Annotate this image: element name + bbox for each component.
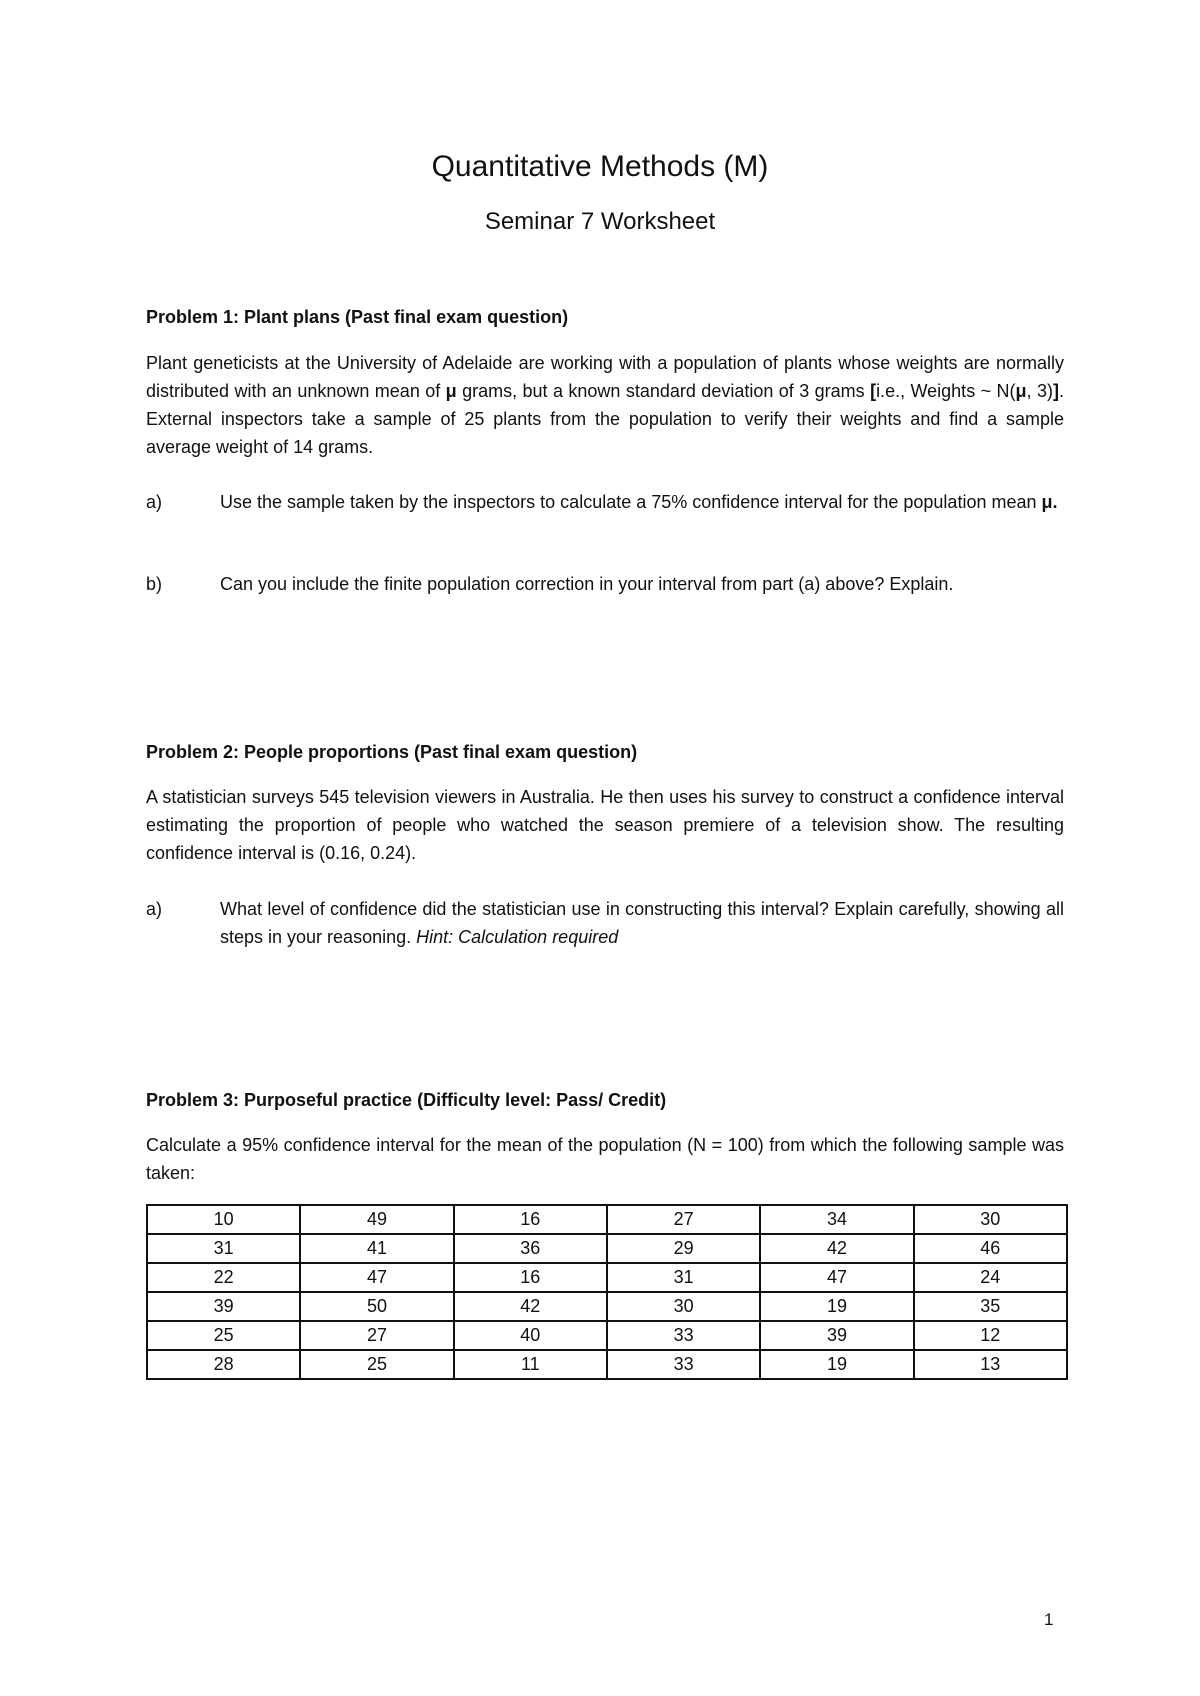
table-cell: 36 (454, 1234, 607, 1263)
part-text: Can you include the finite population correction in your interval from part (a) above? Explain. (220, 574, 954, 594)
table-cell: 39 (760, 1321, 913, 1350)
part-text: Use the sample taken by the inspectors to calculate a 75% confidence interval for the population mean μ. (220, 492, 1058, 512)
hint-text: Hint: Calculation required (416, 927, 619, 947)
table-cell: 10 (147, 1205, 300, 1234)
problem-2-heading: Problem 2: People proportions (Past final exam question) (146, 742, 638, 762)
problem-3-text: Calculate a 95% confidence interval for the mean of the population (N = 100) from which the following sample was taken: (146, 1135, 1064, 1183)
table-cell: 33 (607, 1321, 760, 1350)
page-title: Quantitative Methods (M) (431, 150, 769, 183)
table-cell: 34 (760, 1205, 913, 1234)
table-row (147, 1263, 1067, 1292)
table-cell: 50 (300, 1292, 453, 1321)
table-cell: 25 (300, 1350, 453, 1379)
table-cell: 40 (454, 1321, 607, 1350)
part-text: What level of confidence did the statistician use in constructing this interval? Explain carefully, showing all steps in your reasoning. Hint: Calculation required (220, 899, 1064, 947)
table-cell: 13 (914, 1350, 1067, 1379)
table-cell: 19 (760, 1292, 913, 1321)
table-cell: 22 (147, 1263, 300, 1292)
problem-2-text: A statistician surveys 545 television viewers in Australia. He then uses his survey to construct a confidence interval estimating the proportion of people who watched the season premiere of a television show. The resulting confidence interval is (0.16, 0.24). (146, 787, 1064, 863)
table-cell: 16 (454, 1205, 607, 1234)
table-cell: 35 (914, 1292, 1067, 1321)
table-cell: 46 (914, 1234, 1067, 1263)
table-cell: 27 (300, 1321, 453, 1350)
part-label: a) (146, 899, 163, 919)
page-number: 1 (1044, 1610, 1054, 1629)
table-cell: 30 (607, 1292, 760, 1321)
table-cell: 24 (914, 1263, 1067, 1292)
table-cell: 49 (300, 1205, 453, 1234)
problem-3-heading: Problem 3: Purposeful practice (Difficulty level: Pass/ Credit) (146, 1090, 667, 1110)
table-cell: 16 (454, 1263, 607, 1292)
table-cell: 19 (760, 1350, 913, 1379)
table-row (147, 1292, 1067, 1321)
table-row (147, 1234, 1067, 1263)
table-cell: 25 (147, 1321, 300, 1350)
table-row (147, 1321, 1067, 1350)
table-cell: 31 (607, 1263, 760, 1292)
table-cell: 29 (607, 1234, 760, 1263)
table-cell: 30 (914, 1205, 1067, 1234)
table-row (147, 1205, 1067, 1234)
table-cell: 41 (300, 1234, 453, 1263)
table-cell: 33 (607, 1350, 760, 1379)
table-cell: 39 (147, 1292, 300, 1321)
table-cell: 11 (454, 1350, 607, 1379)
table-cell: 27 (607, 1205, 760, 1234)
problem-1-heading: Problem 1: Plant plans (Past final exam question) (146, 307, 569, 327)
table-cell: 42 (760, 1234, 913, 1263)
table-cell: 28 (147, 1350, 300, 1379)
table-cell: 47 (760, 1263, 913, 1292)
problem-1-text: Plant geneticists at the University of Adelaide are working with a population of plants whose weights are normally distributed with an unknown mean of μ grams, but a known standard deviation of 3 grams [i.e., Weights ~ N(μ, 3)]. External inspectors take a sample of 25 plants from the population to verify their weights and find a sample average weight of 14 grams. (146, 353, 1064, 457)
table-cell: 12 (914, 1321, 1067, 1350)
page-subtitle: Seminar 7 Worksheet (484, 208, 716, 235)
table-cell: 47 (300, 1263, 453, 1292)
table-cell: 31 (147, 1234, 300, 1263)
table-cell: 42 (454, 1292, 607, 1321)
table-row (147, 1350, 1067, 1379)
sample-data-table (146, 1204, 1068, 1380)
part-label: b) (146, 574, 163, 594)
part-label: a) (146, 492, 163, 512)
